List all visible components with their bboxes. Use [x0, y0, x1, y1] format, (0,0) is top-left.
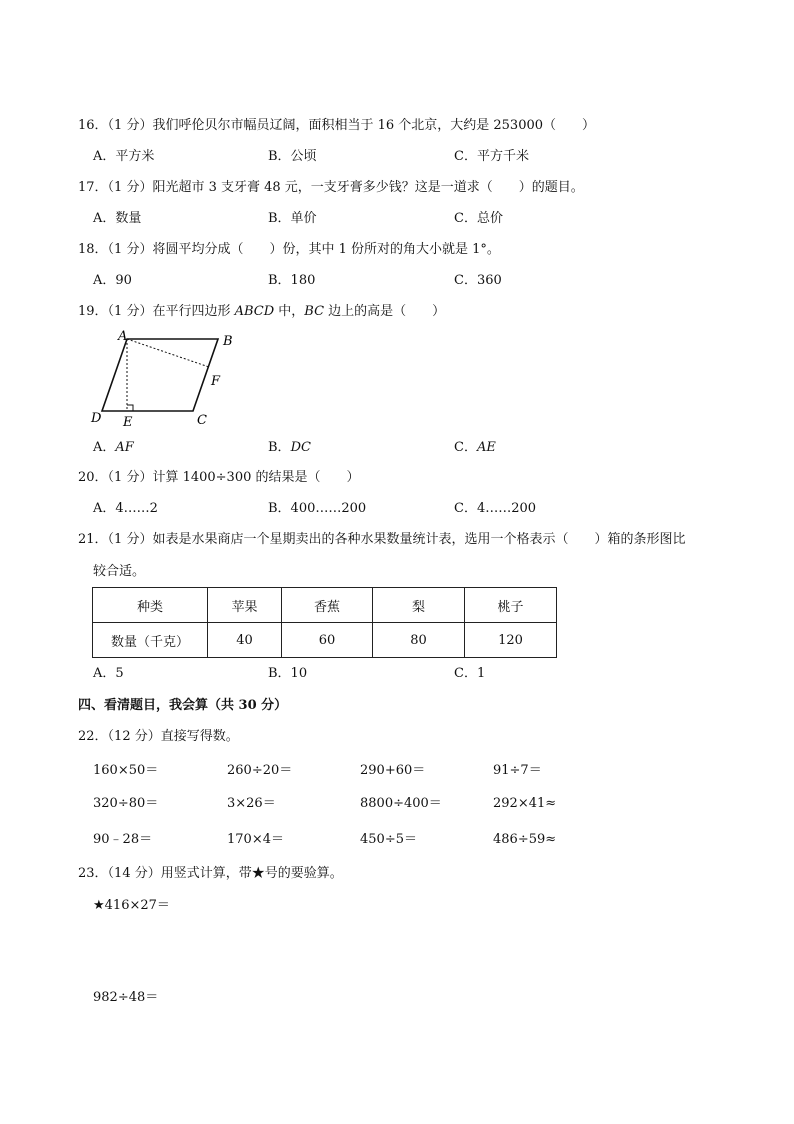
q19-stem-suffix: 边上的高是（ ）: [324, 304, 446, 319]
calc-item: 91÷7＝: [493, 763, 542, 778]
table-cell: 40: [208, 623, 282, 658]
table-cell: 60: [282, 623, 373, 658]
table-cell: 数量（千克）: [93, 623, 208, 658]
q19-option-b-value: DC: [290, 440, 311, 455]
label-d: D: [91, 411, 102, 426]
table-cell: 80: [373, 623, 465, 658]
q22-stem: 22．（12 分）直接写得数。: [78, 729, 239, 744]
vertical-calc-item: ★416×27＝: [93, 898, 170, 913]
q19-option-a-value: AF: [115, 440, 134, 455]
q19-stem-abcd: ABCD: [234, 304, 275, 319]
calc-item: 90﹣28＝: [93, 832, 153, 847]
table-header-cell: 桃子: [465, 588, 557, 623]
label-f: F: [211, 374, 221, 389]
q20-stem: 20．（1 分）计算 1400÷300 的结果是（ ）: [78, 470, 360, 485]
q16-option-c: C．平方千米: [454, 149, 529, 164]
q18-option-c: C．360: [454, 273, 502, 288]
q16-option-b: B．公顷: [268, 149, 317, 164]
table-header-cell: 种类: [93, 588, 208, 623]
q17-option-c: C．总价: [454, 211, 503, 226]
label-e: E: [123, 415, 133, 430]
q16-stem: 16．（1 分）我们呼伦贝尔市幅员辽阔，面积相当于 16 个北京，大约是 253000（ ）: [78, 118, 596, 133]
q19-stem-prefix: 19．（1 分）在平行四边形: [78, 304, 235, 319]
q19-option-b: [268, 440, 311, 456]
q20-option-a: A．4……2: [93, 501, 158, 516]
calc-item: 486÷59≈: [493, 832, 557, 847]
q19-option-c-letter: C．: [454, 440, 477, 455]
table-cell: 120: [465, 623, 557, 658]
calc-item: 320÷80＝: [93, 796, 159, 811]
section-title: 四、看清题目，我会算（共 30 分）: [78, 698, 288, 713]
vertical-calc-item: 982÷48＝: [93, 990, 159, 1005]
label-c: C: [197, 413, 207, 428]
q17-stem: 17．（1 分）阳光超市 3 支牙膏 48 元，一支牙膏多少钱？这是一道求（ ）的题目。: [78, 180, 584, 195]
table-header-cell: 梨: [373, 588, 465, 623]
q20-option-c: C．4……200: [454, 501, 537, 516]
q21-option-a: A．5: [93, 666, 124, 681]
q20-option-b: B．400……200: [268, 501, 367, 516]
q18-option-b: B．180: [268, 273, 316, 288]
calc-item: 170×4＝: [227, 832, 284, 847]
calc-item: 8800÷400＝: [360, 796, 442, 811]
q18-stem: 18．（1 分）将圆平均分成（ ）份，其中 1 份所对的角大小就是 1°。: [78, 242, 500, 257]
q19-option-c-value: AE: [476, 440, 496, 455]
q19-stem-bc: BC: [304, 304, 325, 319]
calc-item: 450÷5＝: [360, 832, 417, 847]
q18-option-a: A．90: [93, 273, 132, 288]
label-a: A: [118, 329, 128, 344]
q21-option-b: B．10: [268, 666, 308, 681]
q19-stem: [78, 304, 445, 320]
fruit-sales-table: [92, 587, 557, 658]
q17-option-a: A．数量: [93, 211, 142, 226]
q23-stem: 23．（14 分）用竖式计算，带★号的要验算。: [78, 866, 343, 881]
q19-option-a-letter: A．: [93, 440, 116, 455]
q21-stem-line1: 21．（1 分）如表是水果商店一个星期卖出的各种水果数量统计表，选用一个格表示（ ）箱的条形图比: [78, 532, 686, 547]
table-row: [93, 623, 557, 658]
calc-item: 290+60＝: [360, 763, 426, 778]
table-header-cell: 苹果: [208, 588, 282, 623]
q21-option-c: C．1: [454, 666, 486, 681]
q19-stem-mid: 中，: [274, 304, 305, 319]
q17-option-b: B．单价: [268, 211, 317, 226]
q19-option-c: [454, 440, 496, 456]
calc-item: 160×50＝: [93, 763, 159, 778]
table-header-cell: 香蕉: [282, 588, 373, 623]
q16-option-a: A．平方米: [93, 149, 155, 164]
parallelogram-figure: [85, 328, 255, 432]
calc-item: 3×26＝: [227, 796, 276, 811]
q21-stem-line2: 较合适。: [93, 564, 146, 579]
label-b: B: [223, 334, 233, 349]
calc-item: 292×41≈: [493, 796, 557, 811]
calc-item: 260÷20＝: [227, 763, 293, 778]
q19-option-b-letter: B．: [268, 440, 291, 455]
table-header-row: [93, 588, 557, 623]
q19-option-a: [93, 440, 134, 456]
